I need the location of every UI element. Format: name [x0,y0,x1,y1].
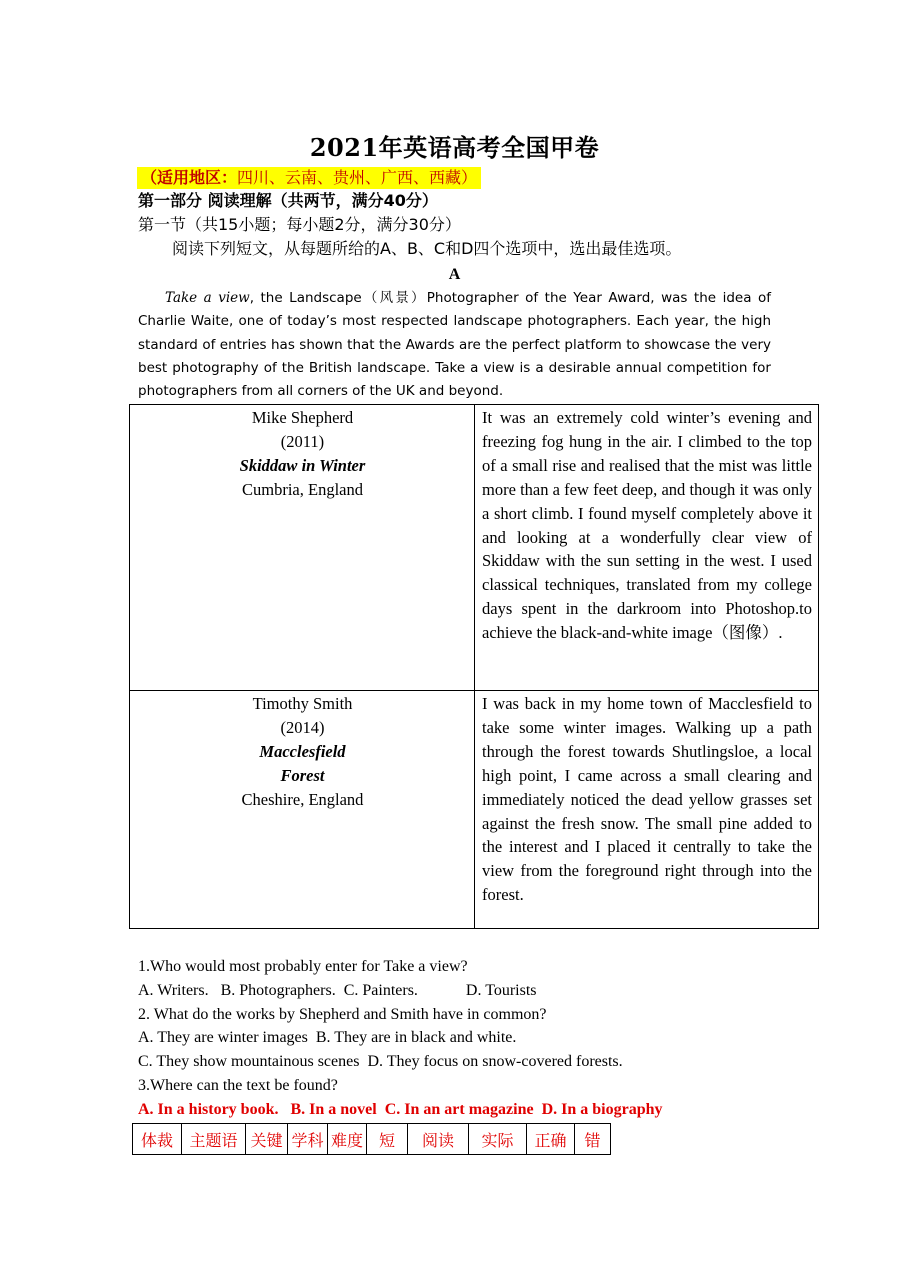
entries-table [129,404,819,929]
tag-cell: 实际 [469,1124,527,1155]
entry-year: (2014) [280,717,325,737]
entry-place: Cheshire, England [241,789,364,809]
entry-info [130,691,475,929]
entry-description: It was an extremely cold winter’s evening and freezing fog hung in the air. I climbed to the top of a small rise and realised that the mist was little more than a few feet deep, and though it was only a short climb. I found myself completely above it and looking at a wonderfully clear view of Skiddaw with the sun setting in the west. I used classical techniques, translated from my college days spent in the darkroom into Photoshop.to achieve the black-and-white image（图像）. [475,405,819,691]
entry-description: I was back in my home town of Macclesfield to take some winter images. Walking up a path through the forest towards Shutlingsloe, a local high point, I came across a small clearing and immediately noticed the dead yellow grasses set against the fresh snow. The small pine added to the interest and I placed it centrally to take the view from the foreground right through into the forest. [475,691,819,929]
photographer-name: Timothy Smith [252,694,353,713]
table-row [130,405,819,691]
table-row [133,1124,611,1155]
work-title-line2: Forest [280,765,325,785]
question-line: 2. What do the works by Shepherd and Smith have in common? [138,1005,547,1023]
photographer-name: Mike Shepherd [251,408,354,427]
tag-cell: 主题语 [182,1124,246,1155]
region-label: （适用地区： [141,168,238,187]
region-note [137,167,481,189]
tag-cell: 错 [575,1124,611,1155]
tag-cell: 正确 [527,1124,575,1155]
part-heading: 第一部分 阅读理解（共两节，满分40分） [138,191,438,210]
passage-letter: A [448,266,461,283]
intro-text: , the Landscape（风景）Photographer of the Year Award, was the idea of Charlie Waite, one of today’s most respected landscape photographers. Each year, the high standard of entries has shown that the Awards are the perfect platform to showcase the very best photography of the British landscape. Take a view is a desirable annual competition for photographers from all corners of the UK and beyond. [138,290,771,400]
entry-year: (2011) [280,431,325,451]
section-heading: 第一节（共15小题；每小题2分，满分30分） [138,215,461,234]
intro-lead: Take a view [165,290,250,306]
tag-cell: 学科 [288,1124,328,1155]
question-line: 3.Where can the text be found? [138,1076,338,1094]
question-options: C. They show mountainous scenes D. They focus on snow-covered forests. [138,1053,623,1071]
work-title: Macclesfield [259,741,346,761]
intro-paragraph [138,287,771,403]
question-options: A. Writers. B. Photographers. C. Painters. D. Tourists [138,981,537,999]
instructions: 阅读下列短文，从每题所给的A、B、C和D四个选项中，选出最佳选项。 [172,239,682,258]
page-title: 2021年英语高考全国甲卷 [309,133,600,162]
questions-block [138,955,663,1122]
tag-cell: 短 [367,1124,408,1155]
work-title: Skiddaw in Winter [239,455,366,475]
question-options: A. They are winter images B. They are in black and white. [138,1029,517,1047]
tag-cell: 体裁 [133,1124,182,1155]
entry-place: Cumbria, England [242,479,363,499]
tag-cell: 关键 [246,1124,288,1155]
question-line: 1.Who would most probably enter for Take a view? [138,958,468,975]
region-areas: 四川、云南、贵州、广西、西藏） [237,168,478,187]
tag-cell: 阅读 [408,1124,469,1155]
table-row [130,691,819,929]
tags-table [132,1123,611,1155]
entry-info [130,405,475,691]
tag-cell: 难度 [328,1124,367,1155]
answer-options: A. In a history book. B. In a novel C. In an art magazine D. In a biography [138,1100,663,1118]
